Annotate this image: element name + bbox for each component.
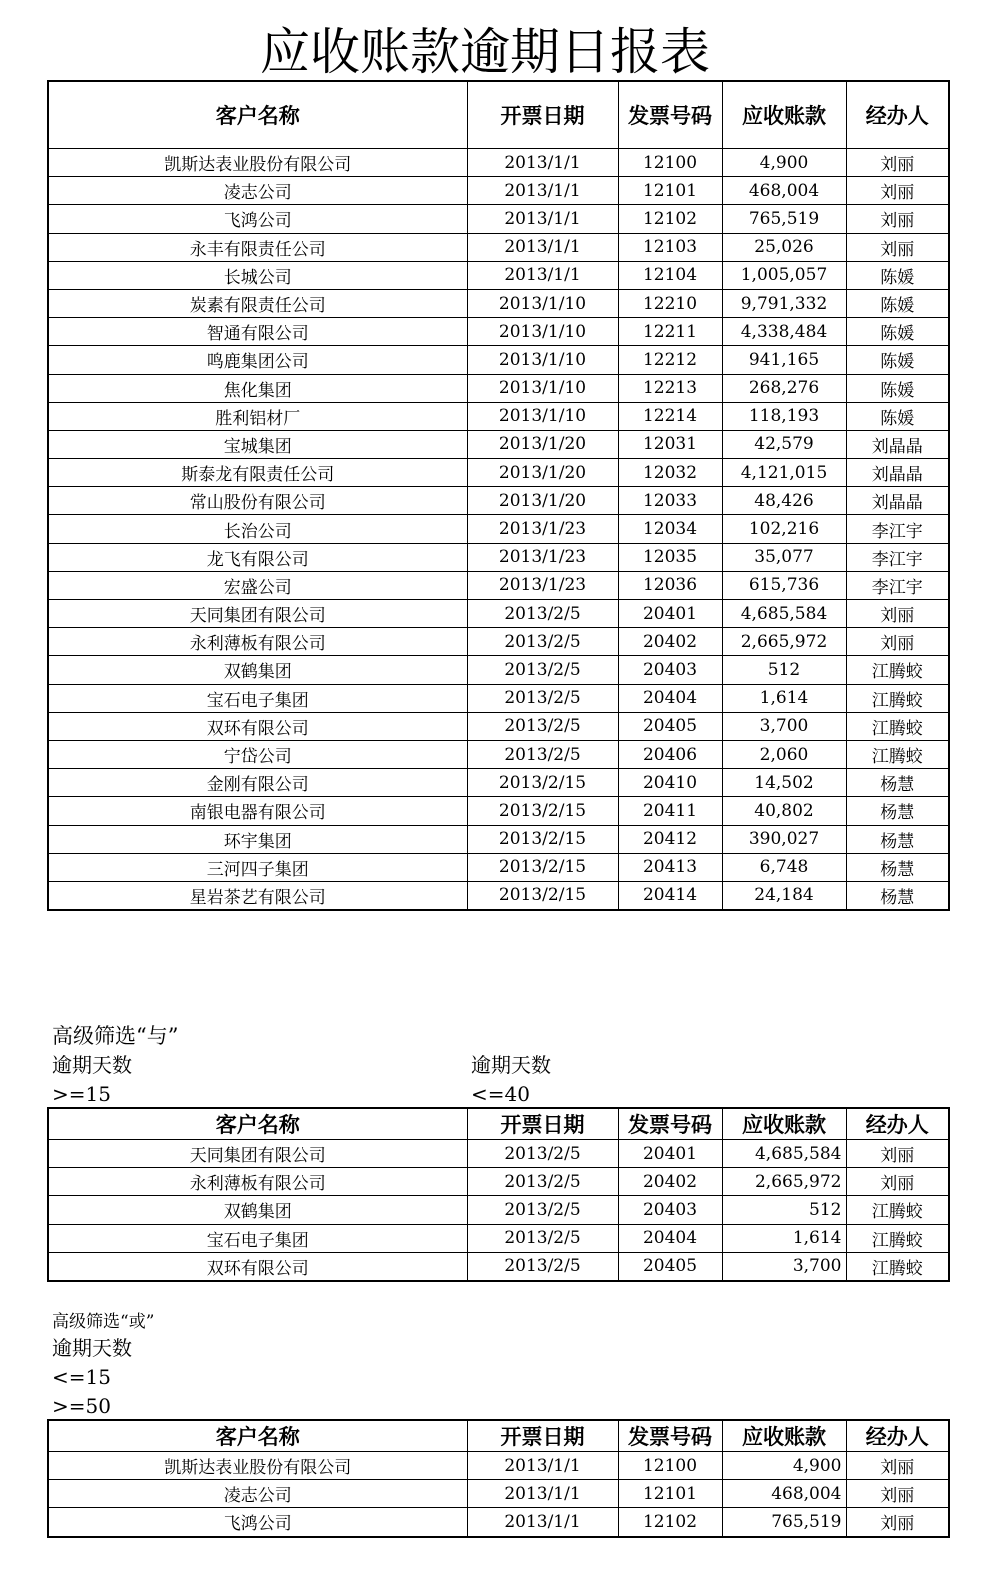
invoice-number-cell: 20413 bbox=[618, 853, 722, 881]
and-header-row bbox=[48, 1108, 949, 1140]
receivable-amount-cell: 268,276 bbox=[722, 374, 846, 402]
invoice-number-cell: 12031 bbox=[618, 430, 722, 458]
customer-name-cell: 星岩茶艺有限公司 bbox=[48, 881, 467, 910]
column-header: 经办人 bbox=[846, 1420, 949, 1452]
customer-name-cell: 环宇集团 bbox=[48, 825, 467, 853]
invoice-date-cell: 2013/2/15 bbox=[467, 825, 618, 853]
receivable-amount-cell: 765,519 bbox=[722, 1508, 846, 1537]
table-row bbox=[48, 459, 949, 487]
invoice-number-cell: 20406 bbox=[618, 740, 722, 768]
invoice-date-cell: 2013/1/1 bbox=[467, 1508, 618, 1537]
receivable-amount-cell: 9,791,332 bbox=[722, 289, 846, 317]
invoice-number-cell: 12210 bbox=[618, 289, 722, 317]
receivable-amount-cell: 102,216 bbox=[722, 515, 846, 543]
handler-cell: 江腾蛟 bbox=[846, 1252, 949, 1281]
invoice-number-cell: 20402 bbox=[618, 628, 722, 656]
receivable-amount-cell: 4,338,484 bbox=[722, 318, 846, 346]
invoice-date-cell: 2013/2/5 bbox=[467, 1196, 618, 1224]
customer-name-cell: 智通有限公司 bbox=[48, 318, 467, 346]
invoice-number-cell: 20414 bbox=[618, 881, 722, 910]
invoice-number-cell: 20401 bbox=[618, 600, 722, 628]
handler-cell: 杨慧 bbox=[846, 825, 949, 853]
column-header: 应收账款 bbox=[722, 81, 846, 149]
customer-name-cell: 龙飞有限公司 bbox=[48, 543, 467, 571]
invoice-number-cell: 12035 bbox=[618, 543, 722, 571]
table-row bbox=[48, 1480, 949, 1508]
customer-name-cell: 胜利铝材厂 bbox=[48, 402, 467, 430]
customer-name-cell: 天同集团有限公司 bbox=[48, 600, 467, 628]
table-row bbox=[48, 1224, 949, 1252]
customer-name-cell: 三河四子集团 bbox=[48, 853, 467, 881]
receivable-amount-cell: 765,519 bbox=[722, 205, 846, 233]
invoice-number-cell: 12104 bbox=[618, 261, 722, 289]
invoice-date-cell: 2013/2/5 bbox=[467, 1140, 618, 1168]
invoice-number-cell: 20404 bbox=[618, 684, 722, 712]
handler-cell: 江腾蛟 bbox=[846, 684, 949, 712]
table-row bbox=[48, 543, 949, 571]
invoice-number-cell: 12102 bbox=[618, 1508, 722, 1537]
invoice-number-cell: 12101 bbox=[618, 177, 722, 205]
column-header: 开票日期 bbox=[467, 1420, 618, 1452]
invoice-number-cell: 20411 bbox=[618, 797, 722, 825]
main-header-row bbox=[48, 81, 949, 149]
customer-name-cell: 长治公司 bbox=[48, 515, 467, 543]
table-row bbox=[48, 149, 949, 177]
table-row bbox=[48, 402, 949, 430]
handler-cell: 李江宇 bbox=[846, 543, 949, 571]
column-header: 应收账款 bbox=[722, 1420, 846, 1452]
invoice-number-cell: 12214 bbox=[618, 402, 722, 430]
and-criteria-field-2: 逾期天数 bbox=[471, 1053, 551, 1077]
customer-name-cell: 焦化集团 bbox=[48, 374, 467, 402]
customer-name-cell: 长城公司 bbox=[48, 261, 467, 289]
table-row bbox=[48, 515, 949, 543]
invoice-date-cell: 2013/1/1 bbox=[467, 1480, 618, 1508]
invoice-date-cell: 2013/1/10 bbox=[467, 374, 618, 402]
column-header: 客户名称 bbox=[48, 1108, 467, 1140]
receivable-amount-cell: 6,748 bbox=[722, 853, 846, 881]
invoice-number-cell: 20403 bbox=[618, 1196, 722, 1224]
invoice-date-cell: 2013/2/15 bbox=[467, 853, 618, 881]
invoice-date-cell: 2013/1/23 bbox=[467, 543, 618, 571]
invoice-date-cell: 2013/2/5 bbox=[467, 684, 618, 712]
invoice-date-cell: 2013/1/20 bbox=[467, 459, 618, 487]
invoice-number-cell: 12101 bbox=[618, 1480, 722, 1508]
receivable-amount-cell: 390,027 bbox=[722, 825, 846, 853]
or-criteria-value-2: >=50 bbox=[52, 1394, 111, 1418]
handler-cell: 江腾蛟 bbox=[846, 1224, 949, 1252]
and-criteria-field-1: 逾期天数 bbox=[52, 1053, 132, 1077]
invoice-date-cell: 2013/2/5 bbox=[467, 740, 618, 768]
table-row bbox=[48, 656, 949, 684]
customer-name-cell: 凯斯达表业股份有限公司 bbox=[48, 149, 467, 177]
invoice-date-cell: 2013/2/5 bbox=[467, 628, 618, 656]
column-header: 经办人 bbox=[846, 1108, 949, 1140]
receivable-amount-cell: 3,700 bbox=[722, 712, 846, 740]
table-row bbox=[48, 487, 949, 515]
handler-cell: 陈媛 bbox=[846, 318, 949, 346]
invoice-date-cell: 2013/1/1 bbox=[467, 1452, 618, 1480]
and-criteria-value-1: >=15 bbox=[52, 1082, 111, 1106]
main-table-body bbox=[48, 149, 949, 911]
invoice-number-cell: 12036 bbox=[618, 571, 722, 599]
column-header: 客户名称 bbox=[48, 81, 467, 149]
table-row bbox=[48, 261, 949, 289]
handler-cell: 刘丽 bbox=[846, 628, 949, 656]
customer-name-cell: 宝石电子集团 bbox=[48, 684, 467, 712]
customer-name-cell: 永利薄板有限公司 bbox=[48, 628, 467, 656]
table-row bbox=[48, 346, 949, 374]
and-filter-label: 高级筛选“与” bbox=[52, 1024, 179, 1048]
receivable-amount-cell: 24,184 bbox=[722, 881, 846, 910]
receivable-amount-cell: 4,685,584 bbox=[722, 600, 846, 628]
invoice-date-cell: 2013/1/1 bbox=[467, 177, 618, 205]
invoice-number-cell: 20404 bbox=[618, 1224, 722, 1252]
handler-cell: 李江宇 bbox=[846, 571, 949, 599]
invoice-date-cell: 2013/1/10 bbox=[467, 346, 618, 374]
invoice-date-cell: 2013/1/20 bbox=[467, 430, 618, 458]
table-row bbox=[48, 289, 949, 317]
invoice-number-cell: 20410 bbox=[618, 769, 722, 797]
or-header-row bbox=[48, 1420, 949, 1452]
customer-name-cell: 南银电器有限公司 bbox=[48, 797, 467, 825]
invoice-number-cell: 12213 bbox=[618, 374, 722, 402]
table-row bbox=[48, 374, 949, 402]
column-header: 开票日期 bbox=[467, 81, 618, 149]
invoice-date-cell: 2013/2/15 bbox=[467, 769, 618, 797]
customer-name-cell: 宏盛公司 bbox=[48, 571, 467, 599]
receivable-amount-cell: 512 bbox=[722, 656, 846, 684]
table-row bbox=[48, 769, 949, 797]
customer-name-cell: 双环有限公司 bbox=[48, 1252, 467, 1281]
receivable-amount-cell: 4,121,015 bbox=[722, 459, 846, 487]
invoice-date-cell: 2013/1/20 bbox=[467, 487, 618, 515]
customer-name-cell: 天同集团有限公司 bbox=[48, 1140, 467, 1168]
handler-cell: 陈媛 bbox=[846, 374, 949, 402]
table-row bbox=[48, 684, 949, 712]
handler-cell: 李江宇 bbox=[846, 515, 949, 543]
table-row bbox=[48, 1508, 949, 1537]
table-row bbox=[48, 1168, 949, 1196]
handler-cell: 江腾蛟 bbox=[846, 740, 949, 768]
receivable-amount-cell: 4,900 bbox=[722, 149, 846, 177]
table-row bbox=[48, 1140, 949, 1168]
invoice-number-cell: 12211 bbox=[618, 318, 722, 346]
customer-name-cell: 双鹤集团 bbox=[48, 656, 467, 684]
invoice-number-cell: 12103 bbox=[618, 233, 722, 261]
invoice-number-cell: 12212 bbox=[618, 346, 722, 374]
table-row bbox=[48, 1452, 949, 1480]
column-header: 发票号码 bbox=[618, 81, 722, 149]
column-header: 开票日期 bbox=[467, 1108, 618, 1140]
and-filter-table bbox=[47, 1107, 950, 1282]
customer-name-cell: 宝石电子集团 bbox=[48, 1224, 467, 1252]
table-row bbox=[48, 740, 949, 768]
or-filter-table bbox=[47, 1419, 950, 1538]
customer-name-cell: 斯泰龙有限责任公司 bbox=[48, 459, 467, 487]
handler-cell: 刘晶晶 bbox=[846, 459, 949, 487]
or-criteria-field: 逾期天数 bbox=[52, 1336, 132, 1360]
handler-cell: 刘丽 bbox=[846, 1480, 949, 1508]
invoice-date-cell: 2013/2/5 bbox=[467, 600, 618, 628]
receivable-amount-cell: 118,193 bbox=[722, 402, 846, 430]
handler-cell: 江腾蛟 bbox=[846, 712, 949, 740]
customer-name-cell: 凯斯达表业股份有限公司 bbox=[48, 1452, 467, 1480]
table-row bbox=[48, 797, 949, 825]
receivable-amount-cell: 468,004 bbox=[722, 177, 846, 205]
receivable-amount-cell: 1,614 bbox=[722, 684, 846, 712]
receivable-amount-cell: 1,614 bbox=[722, 1224, 846, 1252]
customer-name-cell: 凌志公司 bbox=[48, 177, 467, 205]
receivable-amount-cell: 2,665,972 bbox=[722, 1168, 846, 1196]
handler-cell: 陈媛 bbox=[846, 289, 949, 317]
receivable-amount-cell: 14,502 bbox=[722, 769, 846, 797]
customer-name-cell: 凌志公司 bbox=[48, 1480, 467, 1508]
invoice-date-cell: 2013/2/5 bbox=[467, 1252, 618, 1281]
invoice-number-cell: 12102 bbox=[618, 205, 722, 233]
receivable-amount-cell: 48,426 bbox=[722, 487, 846, 515]
handler-cell: 刘丽 bbox=[846, 177, 949, 205]
invoice-number-cell: 20403 bbox=[618, 656, 722, 684]
table-row bbox=[48, 233, 949, 261]
or-criteria-value-1: <=15 bbox=[52, 1365, 111, 1389]
handler-cell: 刘晶晶 bbox=[846, 487, 949, 515]
receivable-amount-cell: 1,005,057 bbox=[722, 261, 846, 289]
invoice-number-cell: 20401 bbox=[618, 1140, 722, 1168]
handler-cell: 刘丽 bbox=[846, 149, 949, 177]
handler-cell: 刘丽 bbox=[846, 1168, 949, 1196]
invoice-date-cell: 2013/1/23 bbox=[467, 515, 618, 543]
invoice-number-cell: 12034 bbox=[618, 515, 722, 543]
invoice-date-cell: 2013/1/1 bbox=[467, 233, 618, 261]
receivable-amount-cell: 2,060 bbox=[722, 740, 846, 768]
invoice-date-cell: 2013/2/5 bbox=[467, 656, 618, 684]
table-row bbox=[48, 1196, 949, 1224]
invoice-date-cell: 2013/1/23 bbox=[467, 571, 618, 599]
customer-name-cell: 双鹤集团 bbox=[48, 1196, 467, 1224]
receivable-amount-cell: 2,665,972 bbox=[722, 628, 846, 656]
handler-cell: 刘丽 bbox=[846, 233, 949, 261]
invoice-date-cell: 2013/2/15 bbox=[467, 881, 618, 910]
handler-cell: 江腾蛟 bbox=[846, 1196, 949, 1224]
table-row bbox=[48, 205, 949, 233]
column-header: 经办人 bbox=[846, 81, 949, 149]
handler-cell: 刘丽 bbox=[846, 1140, 949, 1168]
customer-name-cell: 鸣鹿集团公司 bbox=[48, 346, 467, 374]
invoice-date-cell: 2013/1/1 bbox=[467, 149, 618, 177]
column-header: 发票号码 bbox=[618, 1420, 722, 1452]
handler-cell: 刘丽 bbox=[846, 205, 949, 233]
handler-cell: 杨慧 bbox=[846, 881, 949, 910]
table-row bbox=[48, 177, 949, 205]
customer-name-cell: 双环有限公司 bbox=[48, 712, 467, 740]
table-row bbox=[48, 600, 949, 628]
invoice-date-cell: 2013/1/1 bbox=[467, 261, 618, 289]
receivable-amount-cell: 615,736 bbox=[722, 571, 846, 599]
invoice-number-cell: 20402 bbox=[618, 1168, 722, 1196]
customer-name-cell: 永丰有限责任公司 bbox=[48, 233, 467, 261]
receivable-amount-cell: 3,700 bbox=[722, 1252, 846, 1281]
table-row bbox=[48, 825, 949, 853]
handler-cell: 杨慧 bbox=[846, 853, 949, 881]
or-filter-label: 高级筛选“或” bbox=[52, 1312, 155, 1332]
invoice-date-cell: 2013/2/5 bbox=[467, 1224, 618, 1252]
invoice-date-cell: 2013/2/15 bbox=[467, 797, 618, 825]
column-header: 客户名称 bbox=[48, 1420, 467, 1452]
invoice-number-cell: 20405 bbox=[618, 712, 722, 740]
and-criteria-value-2: <=40 bbox=[471, 1082, 530, 1106]
column-header: 应收账款 bbox=[722, 1108, 846, 1140]
handler-cell: 杨慧 bbox=[846, 797, 949, 825]
invoice-date-cell: 2013/2/5 bbox=[467, 1168, 618, 1196]
customer-name-cell: 飞鸿公司 bbox=[48, 1508, 467, 1537]
handler-cell: 刘丽 bbox=[846, 1508, 949, 1537]
handler-cell: 刘晶晶 bbox=[846, 430, 949, 458]
receivable-amount-cell: 4,900 bbox=[722, 1452, 846, 1480]
receivable-amount-cell: 941,165 bbox=[722, 346, 846, 374]
handler-cell: 陈媛 bbox=[846, 346, 949, 374]
table-row bbox=[48, 571, 949, 599]
handler-cell: 江腾蛟 bbox=[846, 656, 949, 684]
invoice-number-cell: 12100 bbox=[618, 149, 722, 177]
table-row bbox=[48, 318, 949, 346]
invoice-date-cell: 2013/2/5 bbox=[467, 712, 618, 740]
table-row bbox=[48, 628, 949, 656]
table-row bbox=[48, 712, 949, 740]
main-table bbox=[47, 80, 950, 911]
customer-name-cell: 宝城集团 bbox=[48, 430, 467, 458]
report-title: 应收账款逾期日报表 bbox=[260, 23, 710, 81]
table-row bbox=[48, 853, 949, 881]
customer-name-cell: 常山股份有限公司 bbox=[48, 487, 467, 515]
receivable-amount-cell: 35,077 bbox=[722, 543, 846, 571]
handler-cell: 刘丽 bbox=[846, 600, 949, 628]
table-row bbox=[48, 881, 949, 910]
invoice-number-cell: 20412 bbox=[618, 825, 722, 853]
invoice-date-cell: 2013/1/10 bbox=[467, 318, 618, 346]
receivable-amount-cell: 42,579 bbox=[722, 430, 846, 458]
invoice-date-cell: 2013/1/1 bbox=[467, 205, 618, 233]
customer-name-cell: 宁岱公司 bbox=[48, 740, 467, 768]
invoice-date-cell: 2013/1/10 bbox=[467, 402, 618, 430]
handler-cell: 杨慧 bbox=[846, 769, 949, 797]
customer-name-cell: 炭素有限责任公司 bbox=[48, 289, 467, 317]
receivable-amount-cell: 40,802 bbox=[722, 797, 846, 825]
handler-cell: 刘丽 bbox=[846, 1452, 949, 1480]
table-row bbox=[48, 430, 949, 458]
and-table-body bbox=[48, 1140, 949, 1281]
receivable-amount-cell: 512 bbox=[722, 1196, 846, 1224]
customer-name-cell: 飞鸿公司 bbox=[48, 205, 467, 233]
customer-name-cell: 永利薄板有限公司 bbox=[48, 1168, 467, 1196]
column-header: 发票号码 bbox=[618, 1108, 722, 1140]
invoice-date-cell: 2013/1/10 bbox=[467, 289, 618, 317]
invoice-number-cell: 12032 bbox=[618, 459, 722, 487]
receivable-amount-cell: 25,026 bbox=[722, 233, 846, 261]
table-row bbox=[48, 1252, 949, 1281]
invoice-number-cell: 12033 bbox=[618, 487, 722, 515]
or-table-body bbox=[48, 1452, 949, 1537]
receivable-amount-cell: 468,004 bbox=[722, 1480, 846, 1508]
handler-cell: 陈媛 bbox=[846, 402, 949, 430]
handler-cell: 陈媛 bbox=[846, 261, 949, 289]
customer-name-cell: 金刚有限公司 bbox=[48, 769, 467, 797]
receivable-amount-cell: 4,685,584 bbox=[722, 1140, 846, 1168]
invoice-number-cell: 20405 bbox=[618, 1252, 722, 1281]
invoice-number-cell: 12100 bbox=[618, 1452, 722, 1480]
